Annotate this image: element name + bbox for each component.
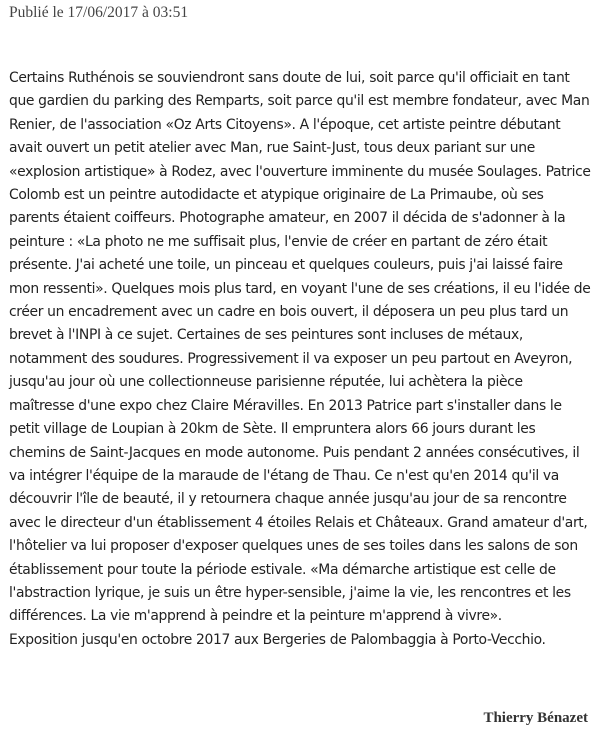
article-paragraph: Certains Ruthénois se souviendront sans doute de lui, soit parce qu'il officiait en tant que gardien du parking des Remparts, soit parce qu'il est membre fondateur, avec Man Renier, de l'association «Oz Arts Citoyens». A l'époque, cet artiste peintre débutant avait ouvert un petit atelier avec Man, rue Saint-Just, tous deux pariant sur une «explosion artistique» à Rodez, avec l'ouverture imminente du musée Soulages. Patrice Colomb est un peintre autodidacte et atypique originaire de La Primaube, où ses parents étaient coiffeurs. Photographe amateur, en 2007 il décida de s'adonner à la peinture : «La photo ne me suffisait plus, l'envie de créer en partant de zéro était présente. J'ai acheté une toile, un pinceau et quelques couleurs, puis j'ai laissé faire mon ressenti». Quelques mois plus tard, en voyant l'une de ses créations, il eu l'idée de créer un encadrement avec un cadre en bois ouvert, il déposera un peu plus tard un brevet à l'INPI à ce sujet. Certaines de ses peintures sont incluses de métaux, notamment des soudures. Progressivement il va exposer un peu partout en Aveyron, jusqu'au jour où une collectionneuse parisienne réputée, lui achètera la pièce maîtresse d'une expo chez Claire Méravilles. En 2013 Patrice part s'installer dans le petit village de Loupian à 20km de Sète. Il empruntera alors 66 jours durant les chemins de Saint-Jacques en mode autonome. Puis pendant 2 années consécutives, il va intégrer l'équipe de la maraude de l'étang de Thau. Ce n'est qu'en 2014 qu'il va découvrir l'île de beauté, il y retournera chaque année jusqu'au jour de sa rencontre avec le directeur d'un établissement 4 étoiles Relais et Châteaux. Grand amateur d'art, l'hôtelier va lui proposer d'exposer quelques unes de ses toiles dans les salons de son établissement pour toute la période estivale. «Ma démarche artistique est celle de l'abstraction lyrique, je suis un être hyper-sensible, j'aime la vie, les rencontres et les différences. La vie m'apprend à peindre et la peinture m'apprend à vivre». [9, 70, 591, 625]
author-signature: Thierry Bénazet [483, 710, 588, 726]
article-body [9, 67, 591, 652]
exhibition-note: Exposition jusqu'en octobre 2017 aux Bergeries de Palombaggia à Porto-Vecchio. [9, 631, 546, 648]
publication-date: Publié le 17/06/2017 à 03:51 [9, 4, 189, 21]
